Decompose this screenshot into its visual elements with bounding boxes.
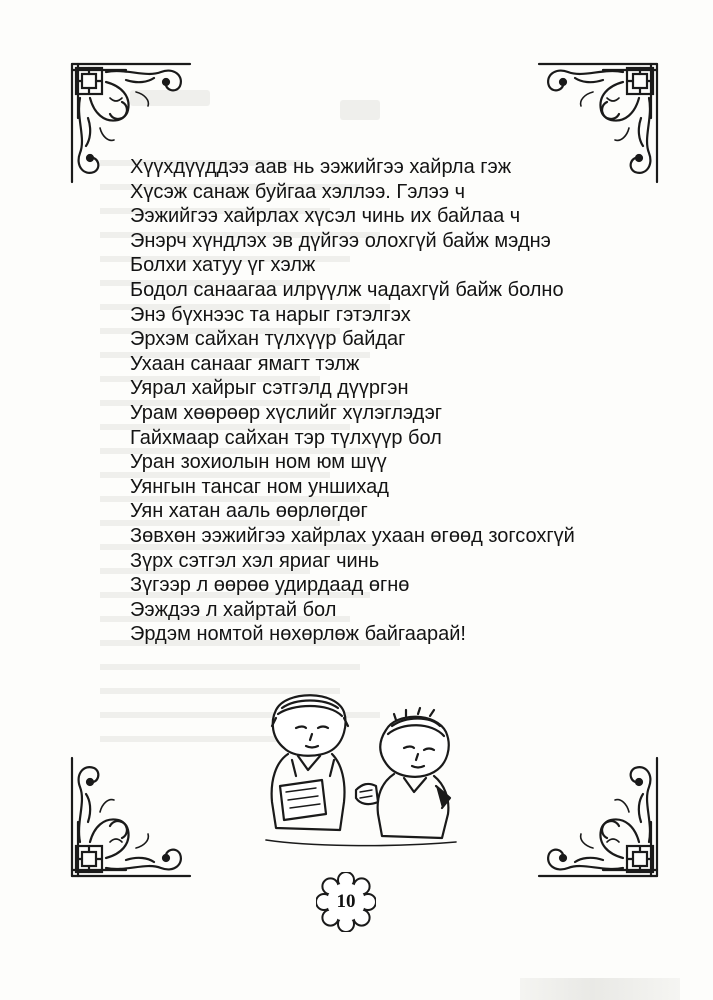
page-number: 10 (336, 891, 356, 912)
scan-edge-shadow (520, 978, 680, 1000)
ornamental-corner-icon (66, 752, 196, 882)
poem-line: Гайхмаар сайхан тэр түлхүүр бол (130, 426, 442, 449)
poem-line: Болхи хатуу үг хэлж (130, 254, 316, 277)
poem-line: Уран зохиолын ном юм шүү (130, 451, 387, 474)
poem-line: Уярал хайрыг сэтгэлд дүүргэн (130, 377, 409, 400)
poem-line: Зөвхөн ээжийгээ хайрлах ухаан өгөөд зогсохгүй (130, 524, 575, 547)
poem-line: Уян хатан ааль өөрлөгдөг (130, 500, 368, 523)
poem-line: Зүгээр л өөрөө удирдаад өгнө (130, 574, 410, 597)
poem-text (130, 155, 650, 647)
poem-line: Бодол санаагаа илрүүлж чадахгүй байж болно (130, 278, 564, 301)
poem-line: Энэ бүхнээс та нарыг гэтэлгэх (130, 303, 411, 326)
poem-line: Ээжийгээ хайрлах хүсэл чинь их байлаа ч (130, 205, 521, 228)
poem-line: Уянгын тансаг ном уншихад (130, 475, 389, 498)
poem-line: Хүүхдүүддээ аав нь ээжийгээ хайрла гэж (130, 156, 512, 178)
poem-line: Хүсэж санаж буйгаа хэллээ. Гэлээ ч (130, 180, 466, 203)
poem-line: Эрхэм сайхан түлхүүр байдаг (130, 328, 406, 351)
poem-line: Энэрч хүндлэх эв дүйгээ олохгүй байж мэднэ (130, 229, 551, 252)
page-number-badge (316, 872, 376, 932)
two-children-reading-icon (236, 690, 476, 850)
poem-line: Ээждээ л хайртай бол (130, 598, 337, 621)
poem-line: Зүрх сэтгэл хэл яриаг чинь (130, 549, 380, 572)
ornamental-corner-icon (533, 752, 663, 882)
poem-line: Эрдэм номтой нөхөрлөж байгаарай! (130, 623, 466, 646)
poem-line: Урам хөөрөөр хүслийг хүлэглэдэг (130, 401, 443, 424)
poem-line: Ухаан санааг ямагт тэлж (130, 352, 360, 375)
